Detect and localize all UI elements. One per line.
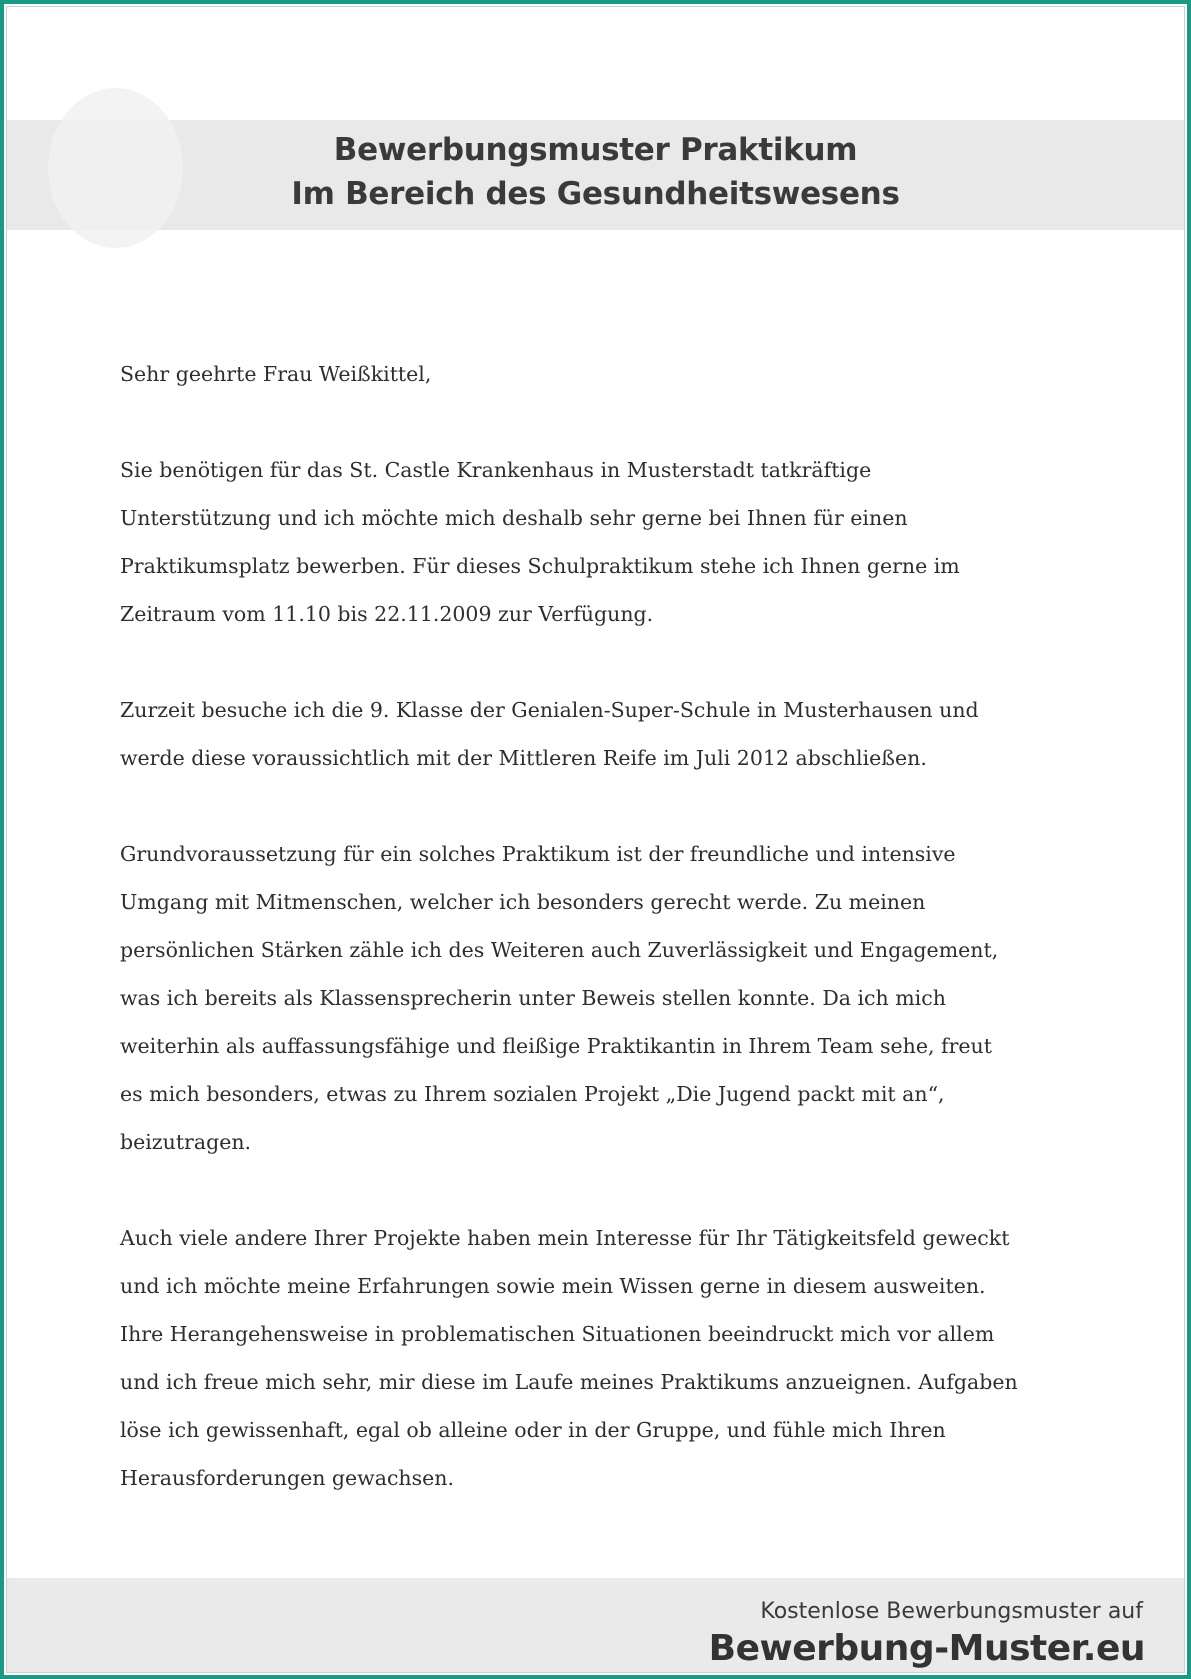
text-line: Praktikumsplatz bewerben. Für dieses Schulpraktikum stehe ich Ihnen gerne im xyxy=(120,554,960,578)
text-line: und ich freue mich sehr, mir diese im Laufe meines Praktikums anzueignen. Aufgaben xyxy=(120,1370,1018,1394)
paragraph-1 xyxy=(120,446,1080,638)
text-line: Grundvoraussetzung für ein solches Praktikum ist der freundliche und intensive xyxy=(120,842,956,866)
text-line: Umgang mit Mitmenschen, welcher ich besonders gerecht werde. Zu meinen xyxy=(120,890,926,914)
text-line: Herausforderungen gewachsen. xyxy=(120,1466,454,1490)
letter-body xyxy=(120,350,1080,1502)
text-line: und ich möchte meine Erfahrungen sowie mein Wissen gerne in diesem ausweiten. xyxy=(120,1274,986,1298)
document-title xyxy=(7,128,1184,216)
paragraph-2 xyxy=(120,686,1080,782)
title-line-1: Bewerbungsmuster Praktikum xyxy=(333,132,858,168)
text-line: was ich bereits als Klassensprecherin unter Beweis stellen konnte. Da ich mich xyxy=(120,986,946,1010)
paragraph-gap xyxy=(120,1166,1080,1214)
title-line-2: Im Bereich des Gesundheitswesens xyxy=(291,176,900,212)
text-line: es mich besonders, etwas zu Ihrem sozialen Projekt „Die Jugend packt mit an“, xyxy=(120,1082,945,1106)
text-line: Sie benötigen für das St. Castle Krankenhaus in Musterstadt tatkräftige xyxy=(120,458,872,482)
text-line: werde diese voraussichtlich mit der Mittleren Reife im Juli 2012 abschließen. xyxy=(120,746,927,770)
text-line: Ihre Herangehensweise in problematischen Situationen beeindruckt mich vor allem xyxy=(120,1322,995,1346)
salutation: Sehr geehrte Frau Weißkittel, xyxy=(120,362,432,386)
text-line: löse ich gewissenhaft, egal ob alleine oder in der Gruppe, und fühle mich Ihren xyxy=(120,1418,946,1442)
paragraph-gap xyxy=(120,398,1080,446)
paragraph-3 xyxy=(120,830,1080,1166)
text-line: Zurzeit besuche ich die 9. Klasse der Genialen-Super-Schule in Musterhausen und xyxy=(120,698,979,722)
text-line: Auch viele andere Ihrer Projekte haben mein Interesse für Ihr Tätigkeitsfeld geweckt xyxy=(120,1226,1010,1250)
text-line: Unterstützung und ich möchte mich deshalb sehr gerne bei Ihnen für einen xyxy=(120,506,908,530)
paragraph-gap xyxy=(120,638,1080,686)
paragraph-4 xyxy=(120,1214,1080,1502)
footer-tagline: Kostenlose Bewerbungsmuster auf xyxy=(760,1599,1143,1624)
footer-brand-link[interactable]: Bewerbung-Muster.eu xyxy=(708,1628,1145,1669)
text-line: weiterhin als auffassungsfähige und fleißige Praktikantin in Ihrem Team sehe, freut xyxy=(120,1034,992,1058)
paragraph-gap xyxy=(120,782,1080,830)
text-line: persönlichen Stärken zähle ich des Weiteren auch Zuverlässigkeit und Engagement, xyxy=(120,938,999,962)
text-line: beizutragen. xyxy=(120,1130,252,1154)
text-line: Zeitraum vom 11.10 bis 22.11.2009 zur Verfügung. xyxy=(120,602,654,626)
